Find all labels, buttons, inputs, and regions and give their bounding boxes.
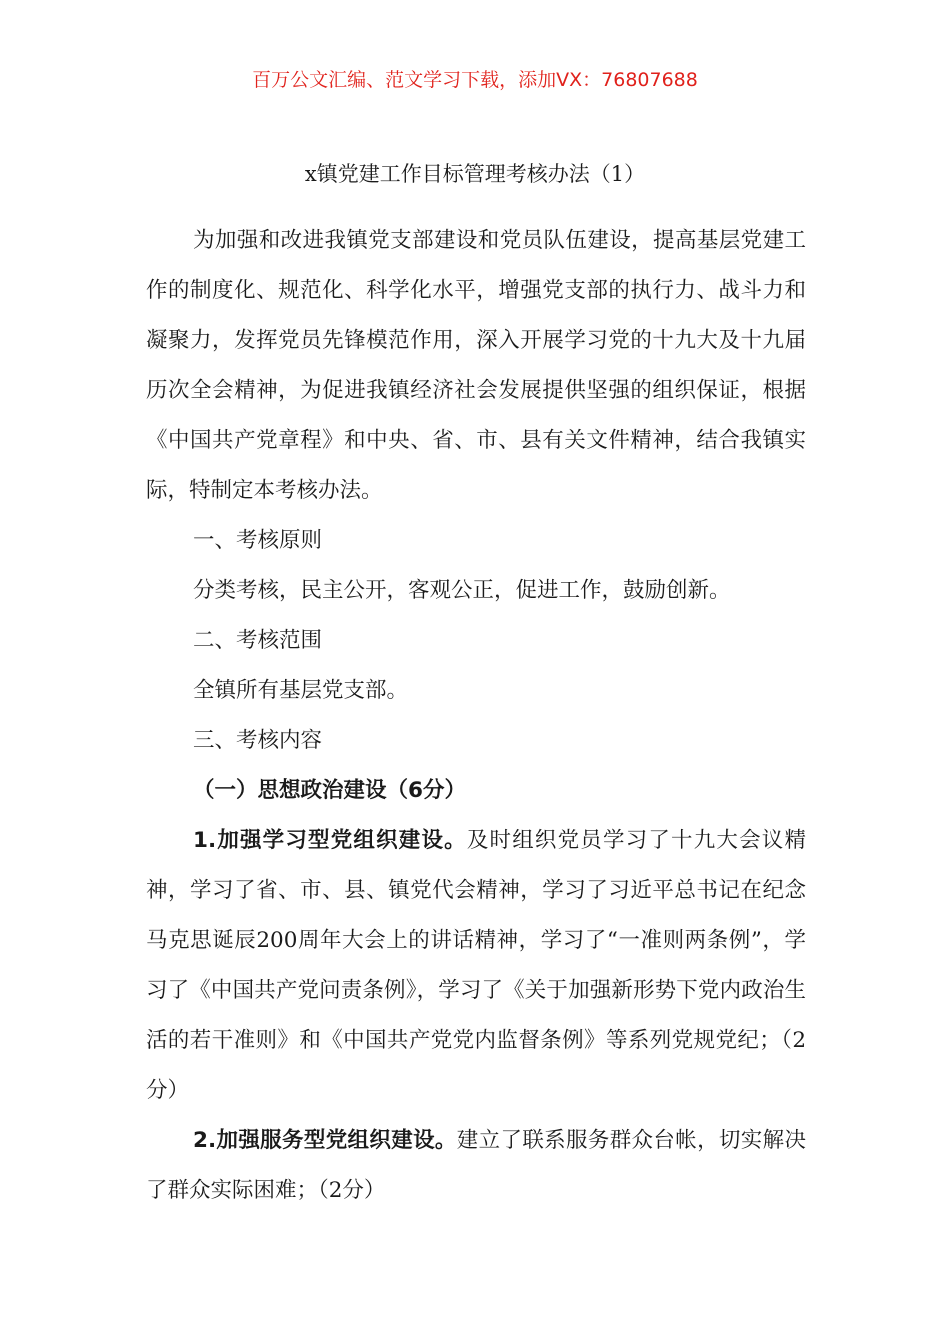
item-service-org [146,1116,806,1216]
item-service-org-text: 建立了联系服务群众台帐，切实解决了群众实际困难；（2分） [146,1128,806,1203]
item-learning-org-lead: 1.加强学习型党组织建设。 [193,828,467,853]
item-learning-org [146,816,806,1116]
section-heading-scope: 二、考核范围 [193,628,323,653]
section-heading-content: 三、考核内容 [193,728,323,753]
watermark-header: 百万公文汇编、范文学习下载，添加VX：76807688 [252,69,698,91]
document-title: x镇党建工作目标管理考核办法（1） [304,162,646,186]
document-body [146,216,806,1216]
item-learning-org-text: 及时组织党员学习了十九大会议精神，学习了省、市、县、镇党代会精神，学习了习近平总书记在纪念马克思诞辰200周年大会上的讲话精神，学习了“一准则两条例”，学习了《中国共产党问责条例》，学习了《关于加强新形势下党内政治生活的若干准则》和《中国共产党党内监督条例》等系列党规党纪；（2分） [146,828,806,1103]
item-service-org-lead: 2.加强服务型党组织建设。 [193,1128,457,1153]
section-heading-principles: 一、考核原则 [193,528,323,553]
scope-content: 全镇所有基层党支部。 [193,678,409,703]
intro-paragraph: 为加强和改进我镇党支部建设和党员队伍建设，提高基层党建工作的制度化、规范化、科学化水平，增强党支部的执行力、战斗力和凝聚力，发挥党员先锋模范作用，深入开展学习党的十九大及十九届历次全会精神，为促进我镇经济社会发展提供坚强的组织保证，根据《中国共产党章程》和中央、省、市、县有关文件精神，结合我镇实际，特制定本考核办法。 [146,228,806,503]
subsection-heading-political: （一）思想政治建设（6分） [193,778,466,803]
principles-content: 分类考核，民主公开，客观公正，促进工作，鼓励创新。 [193,578,731,603]
